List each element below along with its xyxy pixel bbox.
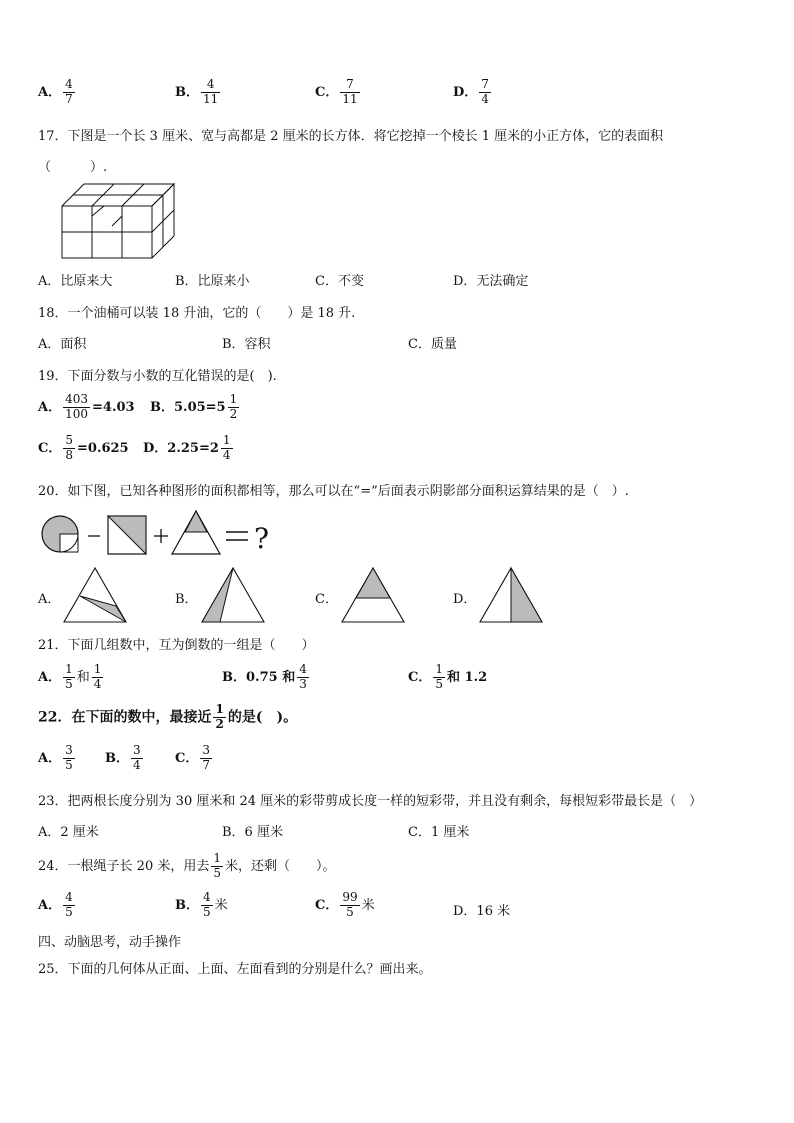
q23-stem: 23．把两根长度分别为 30 厘米和 24 厘米的彩带剪成长度一样的短彩带，并且没有剩余，每根短彩带最长是（ ） bbox=[38, 794, 703, 809]
fraction: $\frac{1}{2}$ bbox=[229, 392, 238, 421]
q18-stem: 18．一个油桶可以装 18 升油，它的（ ）是 18 升. bbox=[38, 306, 356, 321]
section-heading: 四、动脑思考，动手操作 bbox=[38, 935, 182, 950]
q24-option-a: A． $\frac{4}{5}$ bbox=[38, 890, 73, 919]
fraction: $\frac{1}{2}$ bbox=[215, 702, 224, 731]
q24-option-d: D．16 米 bbox=[453, 904, 511, 919]
q20-option-d-label: D． bbox=[453, 592, 477, 607]
q20-option-c-figure bbox=[340, 566, 406, 624]
fraction: $\frac{3}{7}$ bbox=[202, 743, 210, 772]
fraction: $\frac{403}{100}$ bbox=[65, 392, 88, 421]
q20-option-a-label: A． bbox=[38, 592, 61, 607]
fraction: $\frac{5}{8}$ bbox=[65, 433, 73, 462]
q16-option-d: D． $\frac{7}{4}$ bbox=[453, 77, 489, 106]
q23-option-c: C．1 厘米 bbox=[408, 825, 470, 840]
q19-option-c: C． $\frac{5}{8}$ =0.625 bbox=[38, 433, 129, 462]
q19-option-a: A． $\frac{403}{100}$ =4.03 bbox=[38, 392, 135, 421]
fraction: $\frac{1}{4}$ bbox=[222, 433, 231, 462]
fraction: $\frac{1}{4}$ bbox=[93, 662, 102, 691]
q16-option-c: C． $\frac{7}{11}$ bbox=[315, 77, 358, 106]
q25-stem: 25．下面的几何体从正面、上面、左面看到的分别是什么？画出来。 bbox=[38, 962, 432, 977]
fraction: $\frac{1}{5}$ bbox=[435, 662, 443, 691]
q20-equation-figure bbox=[40, 508, 290, 556]
q19-stem: 19．下面分数与小数的互化错误的是( ). bbox=[38, 369, 277, 384]
q17-option-b: B．比原来小 bbox=[175, 274, 250, 289]
fraction: $\frac{4}{11}$ bbox=[203, 77, 219, 106]
q21-option-b: B．0.75 和 $\frac{4}{3}$ bbox=[222, 662, 307, 691]
q20-option-a-figure bbox=[62, 566, 128, 624]
q17-option-c: C．不变 bbox=[315, 274, 364, 289]
q17-blank: （ ）. bbox=[38, 160, 108, 175]
q18-option-c: C．质量 bbox=[408, 337, 457, 352]
q20-stem: 20．如下图，已知各种图形的面积都相等，那么可以在“=”后面表示阴影部分面积运算结果的是（ ）. bbox=[38, 484, 629, 499]
q24-option-c: C． $\frac{99}{5}$ 米 bbox=[315, 890, 375, 919]
q16-option-a: A． $\frac{4}{7}$ bbox=[38, 77, 73, 106]
q17-option-a: A．比原来大 bbox=[38, 274, 113, 289]
fraction: $\frac{4}{7}$ bbox=[65, 77, 73, 106]
q19-option-b: B．5.05=5 $\frac{1}{2}$ bbox=[150, 392, 238, 421]
fraction: $\frac{3}{4}$ bbox=[133, 743, 141, 772]
q16-option-b: B． $\frac{4}{11}$ bbox=[175, 77, 219, 106]
q20-option-d-figure bbox=[478, 566, 544, 624]
q21-option-a: A． $\frac{1}{5}$ 和 $\frac{1}{4}$ bbox=[38, 662, 102, 691]
q18-option-a: A．面积 bbox=[38, 337, 87, 352]
q24-stem: 24．一根绳子长 20 米，用去 $\frac{1}{5}$ 米，还剩（ ）。 bbox=[38, 851, 336, 880]
q20-option-b-figure bbox=[200, 566, 266, 624]
fraction: $\frac{4}{3}$ bbox=[299, 662, 307, 691]
q21-option-c: C． $\frac{1}{5}$ 和 1.2 bbox=[408, 662, 488, 691]
q20-option-b-label: B． bbox=[175, 592, 198, 607]
svg-text:?: ? bbox=[254, 522, 270, 555]
q23-option-a: A．2 厘米 bbox=[38, 825, 99, 840]
q24-option-b: B． $\frac{4}{5}$ 米 bbox=[175, 890, 228, 919]
q22-option-b: B． $\frac{3}{4}$ bbox=[105, 743, 141, 772]
fraction: $\frac{99}{5}$ bbox=[342, 890, 358, 919]
q17-option-d: D．无法确定 bbox=[453, 274, 529, 289]
q21-stem: 21．下面几组数中，互为倒数的一组是（ ） bbox=[38, 638, 315, 653]
fraction: $\frac{1}{5}$ bbox=[65, 662, 73, 691]
q22-option-c: C． $\frac{3}{7}$ bbox=[175, 743, 210, 772]
fraction: $\frac{7}{11}$ bbox=[342, 77, 358, 106]
q18-option-b: B．容积 bbox=[222, 337, 271, 352]
fraction: $\frac{4}{5}$ bbox=[203, 890, 211, 919]
q20-option-c-label: C． bbox=[315, 592, 338, 607]
fraction: $\frac{7}{4}$ bbox=[481, 77, 489, 106]
q22-option-a: A． $\frac{3}{5}$ bbox=[38, 743, 73, 772]
q17-stem: 17．下图是一个长 3 厘米、宽与高都是 2 厘米的长方体．将它挖掉一个棱长 1 厘米的小正方体，它的表面积 bbox=[38, 129, 664, 144]
fraction: $\frac{4}{5}$ bbox=[65, 890, 73, 919]
q23-option-b: B．6 厘米 bbox=[222, 825, 283, 840]
q17-cuboid-figure bbox=[60, 182, 180, 260]
fraction: $\frac{3}{5}$ bbox=[65, 743, 73, 772]
q19-option-d: D．2.25=2 $\frac{1}{4}$ bbox=[143, 433, 231, 462]
q22-stem: 22．在下面的数中，最接近 $\frac{1}{2}$ 的是( )。 bbox=[38, 702, 298, 731]
fraction: $\frac{1}{5}$ bbox=[213, 851, 221, 880]
